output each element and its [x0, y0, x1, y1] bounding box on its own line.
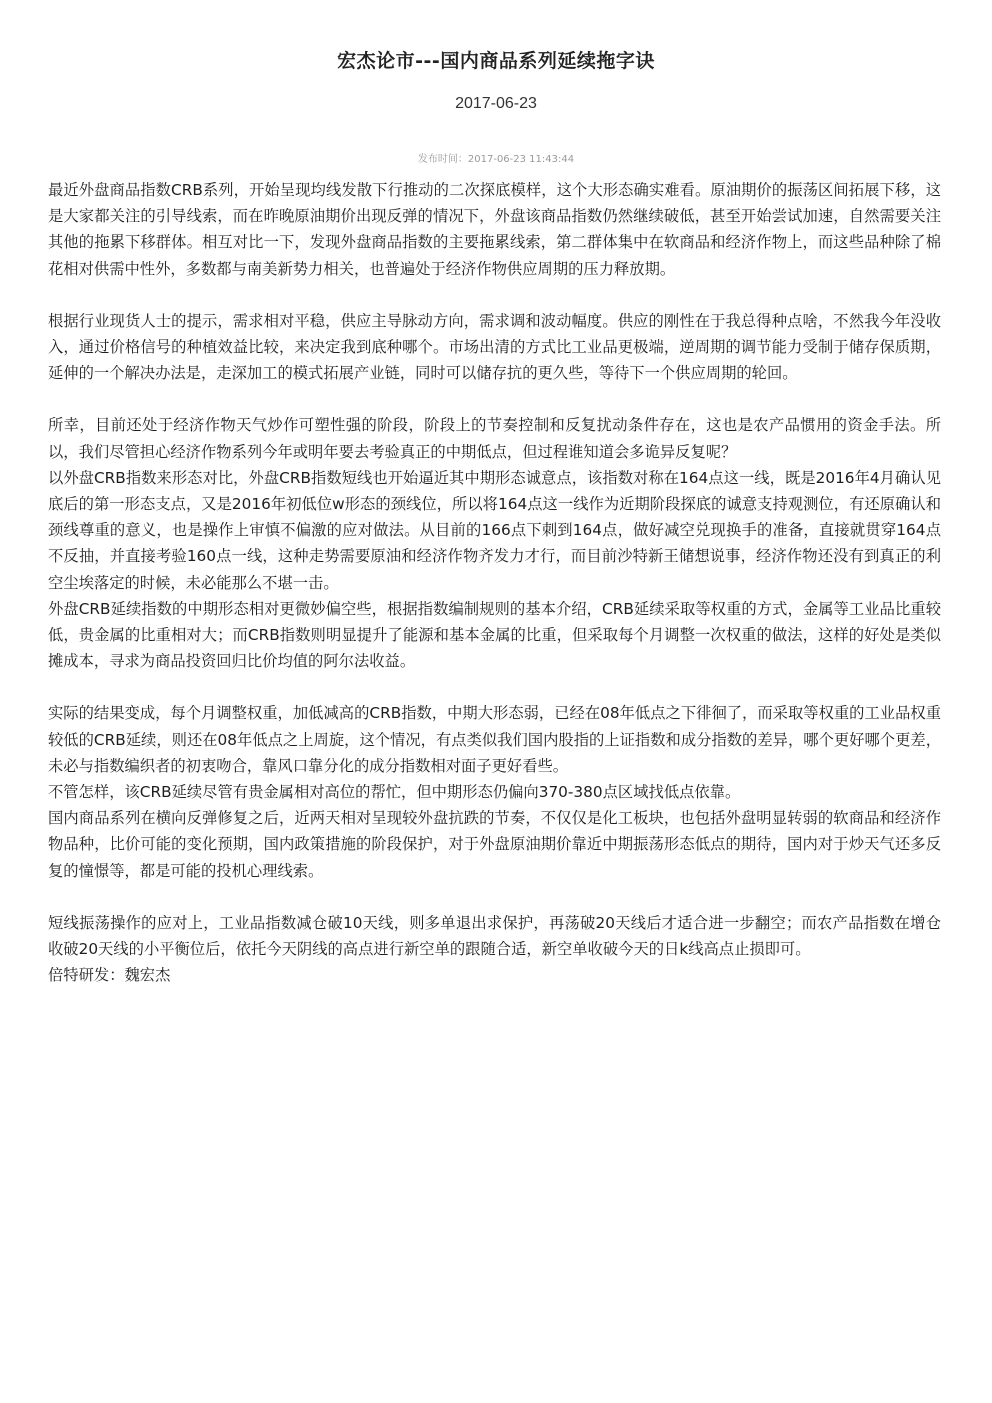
- publish-time: [0, 150, 992, 165]
- paragraph: 实际的结果变成，每个月调整权重，加低减高的CRB指数，中期大形态弱，已经在08年低点之下徘徊了，而采取等权重的工业品权重较低的CRB延续，则还在08年低点之上周旋，这个情况，有点类似我们国内股指的上证指数和成分指数的差异，哪个更好哪个更差，未必与指数编织者的初衷吻合，靠风口靠分化的成分指数相对面子更好看些。: [48, 704, 941, 775]
- paragraph: 外盘CRB延续指数的中期形态相对更微妙偏空些，根据指数编制规则的基本介绍，CRB延续采取等权重的方式，金属等工业品比重较低，贵金属的比重相对大；而CRB指数则明显提升了能源和基本金属的比重，但采取每个月调整一次权重的做法，这样的好处是类似摊成本，寻求为商品投资回归比价均值的阿尔法收益。: [48, 599, 941, 671]
- paragraph-gap: [48, 884, 941, 910]
- paragraph-gap: [48, 282, 941, 308]
- paragraph-gap: [48, 386, 941, 412]
- paragraph: 国内商品系列在横向反弹修复之后，近两天相对呈现较外盘抗跌的节奏，不仅仅是化工板块，也包括外盘明显转弱的软商品和经济作物品种，比价可能的变化预期，国内政策措施的阶段保护，对于外盘原油期价靠近中期振荡形态低点的期待，国内对于炒天气还多反复的憧憬等，都是可能的投机心理线索。: [48, 809, 941, 880]
- paragraph-gap: [48, 674, 941, 700]
- paragraph: 根据行业现货人士的提示，需求相对平稳，供应主导脉动方向，需求调和波动幅度。供应的刚性在于我总得种点啥，不然我今年没收入，通过价格信号的种植效益比较，来决定我到底种哪个。市场出清的方式比工业品更极端，逆周期的调节能力受制于储存保质期，延伸的一个解决办法是，走深加工的模式拓展产业链，同时可以储存抗的更久些，等待下一个供应周期的轮回。: [48, 311, 941, 383]
- paragraph: 以外盘CRB指数来形态对比，外盘CRB指数短线也开始逼近其中期形态诚意点，该指数对称在164点这一线，既是2016年4月确认见底后的第一形态支点，又是2016年初低位w形态的颈线位，所以将164点这一线作为近期阶段探底的诚意支持观测位，有还原确认和颈线尊重的意义，也是操作上审慎不偏激的应对做法。从目前的166点下刺到164点，做好减空兑现换手的准备，直接就贯穿164点不反抽，并直接考验160点一线，这种走势需要原油和经济作物齐发力才行，而目前沙特新王储想说事，经济作物还没有到真正的利空尘埃落定的时候，未必能那么不堪一击。: [48, 468, 941, 592]
- paragraph: 最近外盘商品指数CRB系列，开始呈现均线发散下行推动的二次探底模样，这个大形态确实难看。原油期价的振荡区间拓展下移，这是大家都关注的引导线索，而在昨晚原油期价出现反弹的情况下，外盘该商品指数仍然继续破低，甚至开始尝试加速，自然需要关注其他的拖累下移群体。相互对比一下，发现外盘商品指数的主要拖累线索，第二群体集中在软商品和经济作物上，而这些品种除了棉花相对供需中性外，多数都与南美新势力相关，也普遍处于经济作物供应周期的压力释放期。: [48, 181, 941, 278]
- article-title: 宏杰论市---国内商品系列延续拖字诀: [337, 50, 655, 72]
- publish-label: 发布时间：: [417, 154, 468, 165]
- paragraph: 短线振荡操作的应对上，工业品指数减仓破10天线，则多单退出求保护，再荡破20天线后才适合进一步翻空；而农产品指数在增仓收破20天线的小平衡位后，依托今天阴线的高点进行新空单的跟随合适，新空单收破今天的日k线高点止损即可。: [48, 913, 941, 959]
- article-body: [48, 177, 941, 988]
- paragraph: 不管怎样，该CRB延续尽管有贵金属相对高位的帮忙，但中期形态仍偏向370-380点区域找低点依靠。: [48, 783, 741, 802]
- publish-timestamp: 2017-06-23 11:43:44: [467, 154, 575, 165]
- author-signature: 倍特研发：魏宏杰: [48, 966, 171, 985]
- paragraph: 所幸，目前还处于经济作物天气炒作可塑性强的阶段，阶段上的节奏控制和反复扰动条件存在，这也是农产品惯用的资金手法。所以，我们尽管担心经济作物系列今年或明年要去考验真正的中期低点，但过程谁知道会多诡异反复呢？: [48, 416, 941, 461]
- article-date: 2017-06-23: [455, 95, 537, 112]
